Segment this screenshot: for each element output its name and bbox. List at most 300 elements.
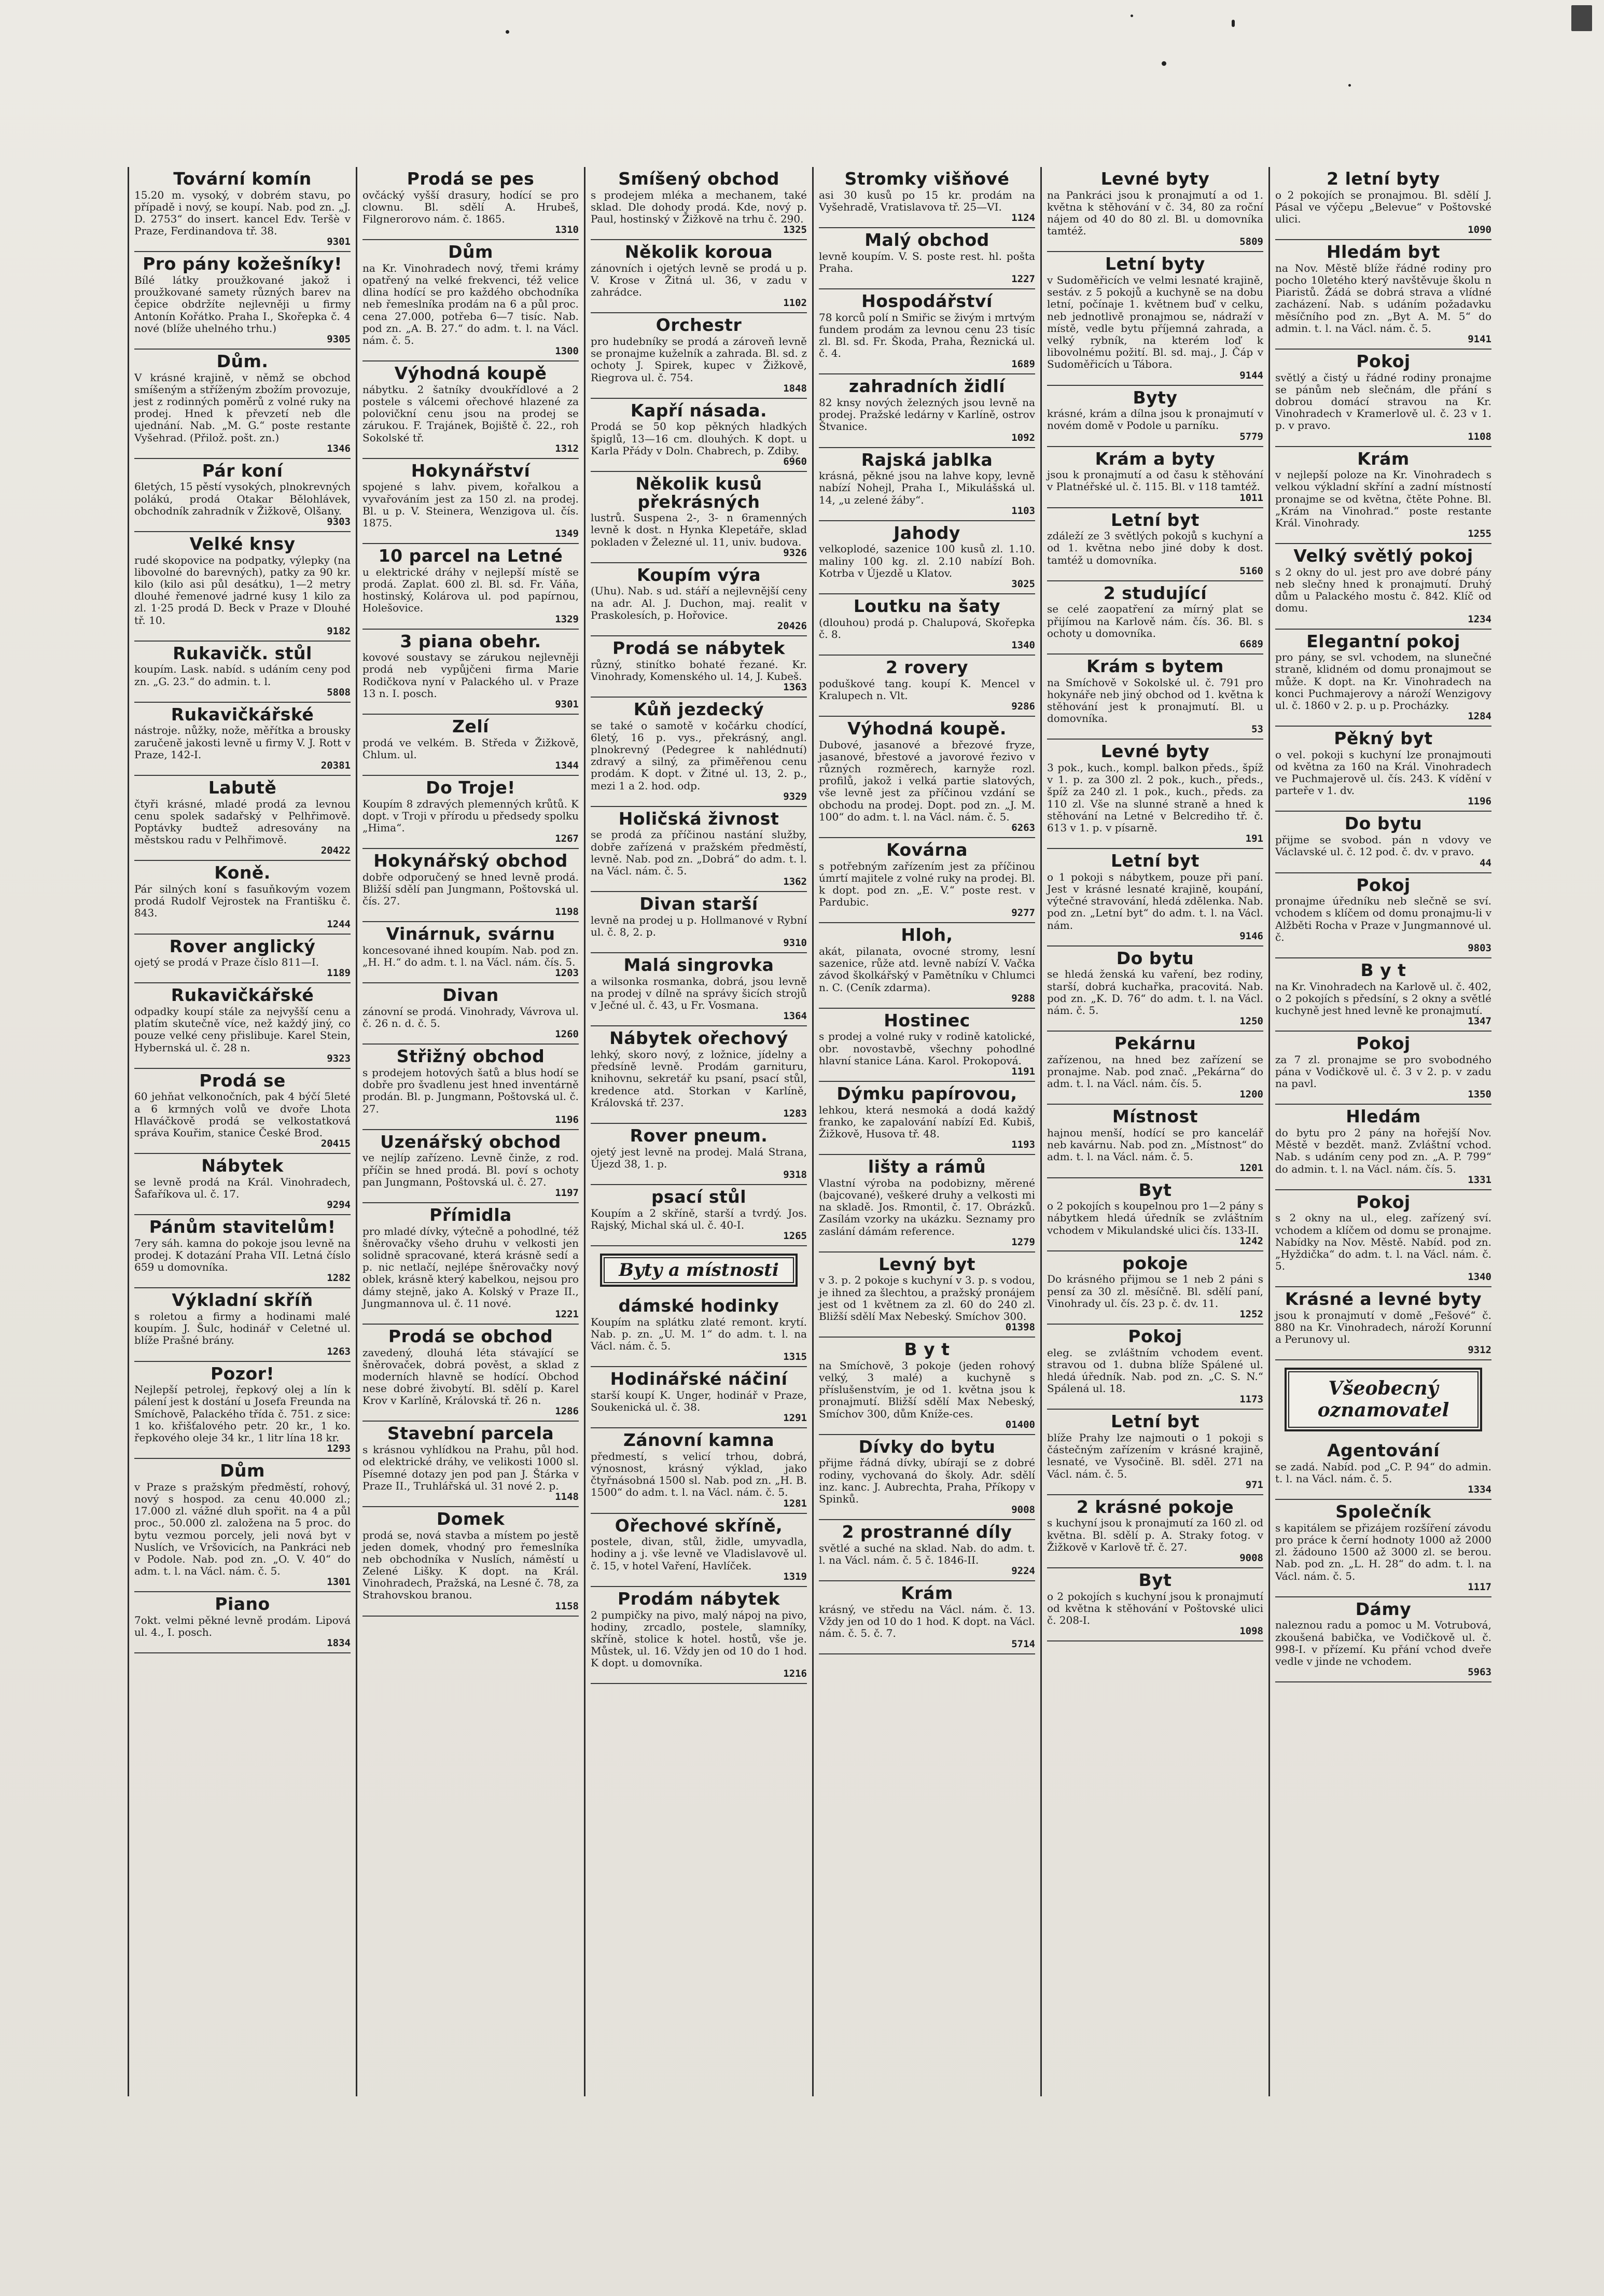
ad-title: Dům. — [216, 351, 269, 371]
ad-body: krásné, krám a dílna jsou k pronajmutí v novém domě v Podole u parníku. — [1047, 407, 1263, 432]
classified-ad — [591, 472, 807, 563]
ad-body: jsou k pronajmutí a od času k stěhování v Platnéřské ul. č. 115. Bl. v 118 tamtéž. — [1047, 468, 1263, 493]
classified-ad — [134, 1215, 351, 1288]
ad-number: 20415 — [320, 1138, 351, 1150]
ad-number: 1148 — [555, 1491, 579, 1502]
classified-ad — [819, 167, 1035, 228]
classified-ad — [1275, 873, 1491, 958]
ad-title: Rover pneum. — [630, 1125, 768, 1146]
ad-body: rudé skopovice na podpatky, výlepky (na libovolné do barevných), patky za 90 kr. kilo (kilo asi půl desátku), 1—2 metry dlouhé řemenové jadrné kusy 1 kilo za zl. 1·25 prodá D. Beck v Praze v Dlouhé tř. 10. — [134, 553, 351, 627]
ad-number: 9144 — [1239, 369, 1263, 381]
ad-body: s prodej a volné ruky v rodině katolické, obr. novostavbě, všechny pohodlné hlavní stanice Lána. Karol. Prokopová. — [819, 1030, 1035, 1067]
ad-body: zdáleží ze 3 světlých pokojů s kuchyní a od 1. května nebo jiné doby k dost. tamtéž u domovníka. — [1047, 530, 1263, 566]
ad-body: 60 jehňat velkonočních, pak 4 býčí 5leté a 6 krmných volů ve dvoře Lhota Hlaváčkově prodá se velkostatková správa Kouřim, stanice České Brod. — [134, 1090, 351, 1139]
ad-body: naleznou radu a pomoc u M. Votrubová, zkoušená babička, ve Vodičkově ul. č. 998-I. v přízemí. Ku přání vchod dveře vedle v jinde ne vchodem. — [1275, 1619, 1491, 1668]
ad-body: o 1 pokoji s nábytkem, pouze při paní. Jest v krásné lesnaté krajině, koupání, výtečné stravování, hledá zdělenka. Nab. pod zn. „Letní byt“ do adm. t. l. na Václ. nám. — [1047, 870, 1263, 931]
classified-ad — [1275, 630, 1491, 727]
ad-number: 1848 — [783, 382, 807, 394]
classified-ad — [819, 1253, 1035, 1338]
ad-body: o 2 pokojích s koupelnou pro 1—2 pány s nábytkem hledá úředník se zvláštním vchodem v Mikulandské ulici čís. 133-II. — [1047, 1200, 1263, 1236]
ad-number: 1363 — [783, 681, 807, 693]
ad-title: Letní byt — [1111, 851, 1199, 871]
ad-body: světlý a čistý u řádné rodiny pronajme se pánům neb slečnám, dle přání s dobrou domácí stravou na Kr. Vinohradech v Kramerlově ul. č. 23 v 1. p. v pravo. — [1275, 371, 1491, 432]
ad-title: Pánům stavitelům! — [149, 1217, 336, 1237]
ad-title: Hloh, — [901, 925, 953, 945]
ad-title: Elegantní pokoj — [1306, 631, 1460, 651]
ad-body: se celé zaopatření za mírný plat se přijímou na Karlově nám. čís. 36. Bl. s ochoty u domovníka. — [1047, 603, 1263, 639]
ad-number: 5808 — [327, 686, 351, 698]
ad-number: 1689 — [1011, 358, 1035, 370]
classified-ad — [362, 1045, 579, 1130]
classified-ad — [591, 636, 807, 698]
classified-ad — [819, 1155, 1035, 1253]
ad-title: Výhodná koupě — [394, 363, 547, 384]
classified-ad — [362, 922, 579, 983]
ad-number: 1221 — [555, 1308, 579, 1320]
ad-title: Pokoj — [1356, 351, 1411, 371]
classified-ad — [819, 1009, 1035, 1082]
classified-ad — [362, 1325, 579, 1422]
ad-number: 971 — [1245, 1479, 1263, 1491]
ad-body: lehký, skoro nový, z ložnice, jídelny a předsíně levně. Prodám garnituru, knihovnu, sekretář ku psaní, psací stůl, kredence atd. Storkan v Karlíně, Královská tř. 237. — [591, 1048, 807, 1109]
ad-number: 1315 — [783, 1351, 807, 1363]
ad-title: Pár koní — [202, 460, 283, 481]
ad-body: s prodejem mléka a mechanem, také sklad. Dle dohody prodá. Kde, nový p. Paul, hostinský v Žižkově na trhu č. 290. — [591, 188, 807, 226]
ad-number: 1349 — [555, 528, 579, 540]
classified-ad — [1047, 655, 1263, 740]
ad-body: s kapitálem se přizájem rozšíření závodu pro práce k černí hodnoty 1000 až 2000 zl. žádouno 1500 až 3000 zl. se berou. Nab. pod zn. „L. H. 28“ do adm. t. l. na Václ. nám. č. 5. — [1275, 1521, 1491, 1582]
classified-ad — [134, 703, 351, 776]
ad-number: 1193 — [1011, 1139, 1035, 1151]
ad-body: se prodá za příčinou nastání služby, dobře zařízená v pražském předměstí, levně. Nab. pod zn. „Dobrá“ do adm. t. l. na Václ. nám. č. 5. — [591, 828, 807, 878]
ad-title: Hospodářství — [861, 291, 993, 312]
ad-number: 1117 — [1468, 1581, 1491, 1593]
ad-number: 1092 — [1011, 432, 1035, 443]
classified-ad — [134, 983, 351, 1068]
ad-title: Výhodná koupě. — [847, 718, 1007, 739]
classified-ad — [1047, 1325, 1263, 1410]
ad-number: 1362 — [783, 876, 807, 888]
ad-number: 1284 — [1468, 711, 1491, 722]
ad-title: Piano — [215, 1594, 270, 1615]
ad-number: 9182 — [327, 625, 351, 637]
ad-number: 1255 — [1468, 528, 1491, 540]
ad-title: Pozor! — [210, 1363, 275, 1384]
classified-ad — [362, 459, 579, 544]
column-3 — [584, 167, 812, 2096]
ad-title: Do bytu — [1344, 813, 1422, 834]
ad-title: Krám — [901, 1583, 953, 1604]
ad-number: 1108 — [1468, 430, 1491, 442]
classified-ad — [819, 594, 1035, 656]
ad-body: 78 korců polí n Smiřic se živým i mrtvým fundem prodám za levnou cenu 23 tisíc zl. Bl. sd. Fr. Škoda, Praha, Řeznická ul. č. 4. — [819, 311, 1035, 360]
classified-ad — [591, 1367, 807, 1428]
ad-number: 53 — [1251, 723, 1263, 735]
ad-title: Hokynářství — [411, 460, 531, 481]
ad-body: eleg. se zvláštním vchodem event. stravou od 1. dubna blíže Spálené ul. hledá úředník. Nab. pod zn. „C. S. N.“ Spálená ul. 18. — [1047, 1346, 1263, 1395]
ad-title: Rukavičkářské — [171, 985, 314, 1006]
ad-title: Rover anglický — [169, 936, 316, 956]
classified-ad — [1275, 350, 1491, 447]
ink-spot — [1571, 5, 1592, 31]
classified-ad — [591, 1026, 807, 1124]
classified-ad — [134, 532, 351, 642]
ad-title: Nábytek ořechový — [609, 1028, 788, 1049]
ad-number: 1124 — [1011, 212, 1035, 224]
classified-ad — [819, 1581, 1035, 1654]
ad-number: 9329 — [783, 790, 807, 802]
classified-ad — [1275, 958, 1491, 1032]
ad-title: psací stůl — [651, 1187, 747, 1207]
ad-number: 191 — [1245, 833, 1263, 845]
ad-body: asi 30 kusů po 15 kr. prodám na Vyšehradě, Vratislavova tř. 25—VI. — [819, 188, 1035, 213]
ad-number: 6689 — [1239, 638, 1263, 650]
ad-body: odpadky koupí stále za nejvyšší cenu a platím skutečně více, než každý jiný, co pouze velké ceny přislibuje. Karel Stein, Hybernská ul. č. 28 n. — [134, 1005, 351, 1054]
ad-number: 1312 — [555, 442, 579, 454]
classified-ad — [1275, 1439, 1491, 1500]
ad-title: 2 prostranné díly — [842, 1522, 1012, 1542]
ad-body: Koupím a 2 skříně, starší a tvrdý. Jos. Rajský, Michal ská ul. č. 40-I. — [591, 1206, 807, 1231]
classified-ad — [819, 374, 1035, 448]
column-6 — [1268, 167, 1497, 2096]
ad-body: pro mladé dívky, výtečně a pohodlné, též šněrovačky všeho druhu v velkosti jen solidně spracované, která krásně sedí a p. nic netlačí, nejlépe šněrovačky nový oblek, krásně který kabelkou, nejsou pro dámy stejně, jako A. Kolský v Praze II., Jungmannova ul. č. 11 nové. — [362, 1224, 579, 1310]
ad-number: 9288 — [1011, 992, 1035, 1004]
ad-number: 1340 — [1468, 1271, 1491, 1283]
ad-body: nábytku. 2 šatníky dvoukřídlové a 2 postele s válcemi ořechové hlazené za polovičkní cenu jsou na prodej se zárukou. F. Trajánek, Bojiště č. 22., roh Sokolské tř. — [362, 383, 579, 444]
ad-body: koupím. Lask. nabíd. s udáním ceny pod zn. „G. 23.“ do admin. t. l. — [134, 663, 351, 688]
ad-number: 1216 — [783, 1668, 807, 1680]
classified-ad — [591, 167, 807, 240]
ad-title: Koupím výra — [636, 564, 761, 585]
ad-number: 1834 — [327, 1637, 351, 1649]
ad-number: 1291 — [783, 1412, 807, 1424]
ad-body: Nejlepší petrolej, řepkový olej a lín k pálení jest k dostání u Josefa Freunda na Smíchově, Palackého třída č. 751. z sice: 1 ko. křišťalového petr. 20 kr., 1 ko. řepkového oleje 34 kr., 1 litr lína 18 kr. — [134, 1383, 351, 1444]
classified-ad — [134, 1154, 351, 1215]
ad-body: (Uhu). Nab. s ud. stáří a nejlevnější ceny na adr. Al. J. Duchon, maj. realit v Praskolesích, p. Hořovice. — [591, 585, 807, 621]
ad-title: Pokoj — [1128, 1326, 1182, 1346]
ad-title: Dům — [448, 242, 493, 262]
ad-number: 1198 — [555, 906, 579, 918]
ad-number: 9286 — [1011, 701, 1035, 713]
ad-title: B y t — [904, 1339, 950, 1360]
ad-body: pro pány, se svl. vchodem, na slunečné straně, klidném od domu pronajmout se může. K dopt. na Kr. Vinohradech na konci Puchmajerovy a nároží Wenzigovy ul. č. 1860 v 2. p. u p. Procházky. — [1275, 651, 1491, 712]
ad-title: Vinárnuk, svárnu — [386, 924, 555, 944]
ad-number: 9305 — [327, 333, 351, 345]
ad-number: 44 — [1480, 857, 1491, 869]
classified-ad — [362, 1203, 579, 1325]
classified-ad — [362, 849, 579, 922]
ad-body: levně koupím. V. S. poste rest. hl. pošta Praha. — [819, 249, 1035, 274]
ad-body: lehkou, která nesmoká a dodá každý franko, ke zapalování nabízí Ed. Kubiš, Žižkově, Husova tř. 48. — [819, 1103, 1035, 1140]
ad-title: 2 krásné pokoje — [1076, 1496, 1234, 1517]
ad-title: Letní byt — [1111, 1411, 1199, 1432]
ad-body: různý, stinítko bohaté řezané. Kr. Vinohrady, Komenského ul. 14, J. Kubeš. — [591, 658, 807, 683]
ad-body: blíže Prahy lze najmouti o 1 pokoji s částečným zařízením v krásné krajině, lesnaté, ve Vysočině. Bl. sděl. 271 na Václ. nám. č. 5. — [1047, 1431, 1263, 1480]
ad-number: 1331 — [1468, 1174, 1491, 1186]
classified-ad — [591, 698, 807, 807]
ad-number: 1310 — [555, 224, 579, 236]
classified-ad — [362, 983, 579, 1045]
ad-title: Byt — [1138, 1179, 1172, 1200]
ad-title: Pekárnu — [1114, 1033, 1196, 1054]
classified-ad — [1047, 1410, 1263, 1495]
classified-ad — [1275, 1597, 1491, 1682]
section-banner-oznamovatel: Všeobecný oznamovatel — [1285, 1368, 1482, 1431]
ad-number: 3025 — [1011, 578, 1035, 590]
ad-number: 1265 — [783, 1230, 807, 1242]
ad-body: Do krásného přijmou se 1 neb 2 páni s pensí za 30 zl. měsíčně. Bl. sdělí paní, Vinohrady ul. čís. 23 p. č. dv. 11. — [1047, 1273, 1263, 1310]
classified-ad — [1047, 849, 1263, 947]
ad-number: 1011 — [1239, 492, 1263, 504]
ad-title: pokoje — [1122, 1253, 1188, 1273]
ad-body: 7okt. velmi pěkné levně prodám. Lipová ul. 4., I. posch. — [134, 1613, 351, 1639]
ad-body: Prodá se 50 kop pěkných hladkých špiglů, 13—16 cm. dlouhých. K dopt. u Karla Přády v Doln. Chabrech, p. Zdiby. — [591, 420, 807, 457]
ad-number: 1282 — [327, 1272, 351, 1284]
ad-number: 1286 — [555, 1406, 579, 1417]
ad-number: 1189 — [327, 967, 351, 979]
ad-title: Do Troje! — [426, 777, 515, 798]
classified-ad — [1047, 1105, 1263, 1178]
ad-body: čtyři krásné, mladé prodá za levnou cenu spolek sadařský v Pelhřimově. Poptávky budtež adresovány na městskou radu v Pelhřimově. — [134, 797, 351, 846]
classified-ad — [1275, 544, 1491, 629]
classified-ad — [591, 399, 807, 472]
ad-body: zařízenou, na hned bez zařízení se pronajme. Nab. pod znač. „Pekárna“ do adm. t. l. na Václ. nám. čís. 5. — [1047, 1053, 1263, 1090]
classified-ad — [1047, 1495, 1263, 1568]
ad-number: 1301 — [327, 1576, 351, 1588]
ad-number: 9312 — [1468, 1344, 1491, 1356]
ad-body: Dubové, jasanové a březové fryze, jasanové, břestové a javorové řezivo v různých rozměrech, karnyže rozl. profilů, jakož i velká partie slatových, vše levně jest za příčinou vzdání se obchodu na prodej. Dopt. pod zn. „J. M. 100“ do adm. t. l. na Václ. nám. č. 5. — [819, 738, 1035, 823]
ad-body: přijme řádná dívky, ubírají se z dobré rodiny, vychovaná do školy. Adr. sdělí inz. kanc. J. Aubrechta, Praha, Příkopy v Spinků. — [819, 1456, 1035, 1505]
ad-number: 5779 — [1239, 430, 1263, 442]
ad-title: Přímidla — [429, 1204, 512, 1225]
ink-spot — [1348, 84, 1351, 87]
ad-number: 1191 — [1011, 1066, 1035, 1077]
classified-ad — [819, 228, 1035, 289]
classified-ad — [134, 935, 351, 984]
ad-body: pro hudebníky se prodá a zároveň levně se pronajme kuželník a zahrada. Bl. sd. z ochoty J. Spirek, kupec v Žižkově, Riegrova ul. č. 754. — [591, 335, 807, 384]
ad-body: Bílé látky proužkované jakož i proužkované samety různých barev na čepice obdržíte nejlevněji u firmy Antonín Kořátko. Praha I., Skořepka č. 4 nové (blíže uhelného trhu.) — [134, 274, 351, 335]
ad-number: 1173 — [1239, 1394, 1263, 1406]
ad-title: Malý obchod — [864, 230, 989, 251]
column-5 — [1040, 167, 1268, 2096]
ad-number: 5809 — [1239, 236, 1263, 248]
ad-number: 9008 — [1239, 1552, 1263, 1564]
ad-title: Dámy — [1355, 1598, 1412, 1619]
ad-title: Velké knsy — [189, 533, 296, 554]
ad-body: o 2 pokojích s kuchyní jsou k pronajmutí od května k stěhování v Poštovské ulici č. 208-I. — [1047, 1590, 1263, 1626]
classified-ad — [134, 252, 351, 350]
ad-title: Dům — [220, 1460, 265, 1481]
ad-body: levně na prodej u p. Hollmanové v Rybní ul. č. 8, 2. p. — [591, 913, 807, 939]
classified-ad — [134, 1362, 351, 1459]
ad-number: 1244 — [327, 918, 351, 930]
ad-number: 1263 — [327, 1345, 351, 1357]
ad-body: prodá se, nová stavba a místem po jestě jeden domek, vhodný pro řemeslníka neb obchodníka v Nuslích, náměstí u Zelené Lišky. K dopt. na Král. Vinohradech, Pražská, na Lesné č. 78, za Strahovskou branou. — [362, 1528, 579, 1602]
ad-number: 1098 — [1239, 1625, 1263, 1637]
ad-body: (dlouhou) prodá p. Chalupová, Skořepka č. 8. — [819, 616, 1035, 641]
ad-title: zahradních židlí — [848, 376, 1006, 397]
ad-title: Malá singrovka — [623, 955, 774, 976]
classified-ad — [1047, 1568, 1263, 1641]
ad-body: se hledá ženská ku vaření, bez rodiny, starší, dobrá kuchařka, pracovitá. Nab. pod zn. „K. D. 76“ do adm. t. l. na Václ. nám. č. 5. — [1047, 968, 1263, 1017]
classified-ad — [819, 521, 1035, 594]
classified-ad — [819, 923, 1035, 1008]
ad-number: 9294 — [327, 1199, 351, 1211]
ad-body: kovové soustavy se zárukou nejlevněji prodá neb vypůjčeni firma Marie Rodičkova nyní v Palackého ul. v Praze 13 n. I. posch. — [362, 651, 579, 700]
ad-body: v 3. p. 2 pokoje s kuchyní v 3. p. s vodou, je ihned za šlechtou, a pražský pronájem jest od 1 květnem za zl. 60 do 240 zl. Bližší sdělí Max Nebeský. Smíchov 300. — [819, 1274, 1035, 1323]
ad-number: 9803 — [1468, 942, 1491, 954]
ad-number: 1196 — [555, 1114, 579, 1125]
ad-number: 1200 — [1239, 1089, 1263, 1101]
classified-ad — [1275, 812, 1491, 873]
classified-ad — [591, 313, 807, 398]
ad-title: Kůň jezdecký — [633, 699, 764, 720]
classified-ad — [1047, 386, 1263, 447]
ad-number: 9323 — [327, 1052, 351, 1064]
classified-ad — [591, 1124, 807, 1185]
ad-body: v Praze s pražským předměstí, rohový, nový s hospod. za cenu 40.000 zl.; 17.000 zl. vážné dluh spořit. na 4 a půl proc., 50.000 zl. založena na 5 proc. do bytu vezmou porcely, jeli nová byt v Nuslích, ve Vršovicích, na Pankráci neb v Podole. Nab. pod zn. „O. V. 40“ do adm. t. l. na Václ. nám. č. 5. — [134, 1480, 351, 1578]
ad-title: 2 letní byty — [1327, 169, 1440, 189]
ad-body: jsou k pronajmutí v domě „Fešové“ č. 880 na Kr. Vinohradech, nároží Korunní a Perunovy ul. — [1275, 1309, 1491, 1346]
ad-number: 1281 — [783, 1497, 807, 1509]
ad-number: 9310 — [783, 937, 807, 949]
ad-number: 1201 — [1239, 1162, 1263, 1174]
classified-ad — [819, 1338, 1035, 1435]
ad-number: 9146 — [1239, 930, 1263, 942]
ad-title: Velký světlý pokoj — [1293, 546, 1473, 566]
ad-body: o vel. pokoji s kuchyní lze pronajmouti od května za 160 na Král. Vinohradech ve Puchmajerově ul. čís. 243. K vídění v parteře v 1. dv. — [1275, 748, 1491, 797]
ad-body: Koupím 8 zdravých plemenných krůtů. K dopt. v Troji v přírodu u předsedy spolku „Hima“. — [362, 797, 579, 834]
ad-number: 9141 — [1468, 333, 1491, 345]
ad-title: 2 rovery — [885, 657, 969, 678]
ad-body: starší koupí K. Unger, hodinář v Praze, Soukenická ul. č. 38. — [591, 1388, 807, 1414]
ad-title: Kovárna — [886, 840, 968, 860]
ad-body: akát, pilanata, ovocné stromy, lesní sazenice, růže atd. levně nabízí V. Vačka závod školkářský v Pamětníku v Chlumci n. C. (Ceník zdarma). — [819, 945, 1035, 994]
ink-spot — [506, 30, 509, 34]
ad-number: 1196 — [1468, 796, 1491, 808]
classified-ad — [819, 1082, 1035, 1155]
classified-ad — [134, 1592, 351, 1653]
classified-ad — [591, 563, 807, 636]
ad-body: Vlastní výroba na podobizny, měrené (bajcované), veškeré druhy a velkosti mi na skladě. Jos. Rmontil, č. 17. Obrázků. Zasílám vzorky na ukázku. Seznamy pro zaslání dámám reference. — [819, 1176, 1035, 1237]
ad-number: 9224 — [1011, 1565, 1035, 1577]
classified-ad — [134, 350, 351, 459]
ad-title: Letní byt — [1111, 509, 1199, 530]
column-1 — [128, 167, 356, 2096]
ad-number: 1158 — [555, 1600, 579, 1612]
ad-title: Společník — [1335, 1501, 1431, 1522]
ad-title: Krásné a levné byty — [1285, 1289, 1482, 1310]
ad-title: Jahody — [894, 522, 960, 543]
classified-ad — [362, 776, 579, 849]
ad-number: 1346 — [327, 442, 351, 454]
classified-ad — [1047, 508, 1263, 581]
ad-title: Stromky višňové — [844, 169, 1010, 189]
ad-number: 1350 — [1468, 1089, 1491, 1101]
classified-ad — [1275, 240, 1491, 350]
ad-number: 1090 — [1468, 224, 1491, 236]
ad-title: Loutku na šaty — [853, 596, 1001, 617]
classified-ad — [1047, 740, 1263, 849]
ad-body: 3 pok., kuch., kompl. balkon předs., špíž v 1. p. za 300 zl. 2 pok., kuch., předs., špíž za 240 zl. 1 pok., kuch., předs. za 110 zl. Vše na slunné straně a hned k stěhování na Letné v Belcrediho tř. č. 613 v 1. p. v písarně. — [1047, 761, 1263, 834]
ad-body: v nejlepší poloze na Kr. Vinohradech s velkou výkladní skříní a zadní místností pronajme se od května, čtěte Pohne. Bl. „Krám na Vinohrad.“ poste restante Král. Vinohrady. — [1275, 468, 1491, 529]
ad-body: 7ery sáh. kamna do pokoje jsou levně na prodej. K dotazání Praha VII. Letná číslo 659 u domovníka. — [134, 1236, 351, 1274]
ad-number: 1260 — [555, 1028, 579, 1040]
ad-title: Hostinec — [884, 1010, 970, 1031]
classified-ad — [134, 459, 351, 532]
classified-ad — [134, 1459, 351, 1592]
ad-body: pronajme úředníku neb slečně se sví. vchodem s klíčem od domu pronajmu-li v Alžběti Rocha v Praze v Jungmannové ul. č. — [1275, 895, 1491, 943]
ad-title: Zelí — [452, 716, 489, 736]
ad-body: na Smíchově, 3 pokoje (jeden rohový velký, 3 malé) a kuchyně s příslušenstvím, je od 1. května jsou k pronajmutí. Bližší sdělí Max Nebeský, Smíchov 300, dům Kníže-ces. — [819, 1359, 1035, 1420]
ad-number: 5714 — [1011, 1638, 1035, 1650]
classified-ad — [819, 838, 1035, 923]
ad-body: s 2 okny do ul. jest pro ave dobré pány neb slečny hned k pronajmutí. Druhý dům u Palackého mostu č. 842. Klíč od domu. — [1275, 565, 1491, 615]
ad-body: Pár silných koní s fasuňkovým vozem prodá Rudolf Vejrostek na Františku č. 843. — [134, 882, 351, 920]
ad-number: 6960 — [783, 456, 807, 467]
ad-body: 82 knsy nových železných jsou levně na prodej. Pražské ledárny v Karlíně, ostrov Štvanice. — [819, 396, 1035, 433]
ad-body: s kuchyní jsou k pronajmutí za 160 zl. od května. Bl. sdělí p. A. Straky fotog. v Žižkově v Karlově tř. č. 27. — [1047, 1516, 1263, 1553]
classified-ad — [362, 167, 579, 240]
ad-body: a wilsonka rosmanka, dobrá, jsou levně na prodej v dílně na správy šicích strojů v Ječné ul. č. 43, u Fr. Vosmana. — [591, 975, 807, 1012]
ad-title: Byty — [1133, 387, 1178, 408]
ad-number: 1227 — [1011, 273, 1035, 285]
ad-title: Uzenářský obchod — [380, 1131, 561, 1152]
classified-ad — [1047, 1178, 1263, 1251]
ad-body: zavedený, dlouhá léta stávající se šněrovaček, dobrá pověst, a sklad z moderních hlavně se hodící. Obchod nese dobré živobytí. Bl. sdělí p. Karel Krov v Karlíně, Královská tř. 26 n. — [362, 1346, 579, 1407]
ad-body: lustrů. Suspena 2-, 3- n 6ramenných levně k dost. n Hynka Klepetáře, sklad pokladen v Železné ul. 11, univ. budova. — [591, 511, 807, 548]
ad-title: Dívky do bytu — [858, 1436, 996, 1457]
ad-title: Několik koroua — [624, 242, 773, 262]
classified-ad — [591, 1587, 807, 1685]
ad-title: Prodá se pes — [407, 169, 535, 189]
classified-ad — [591, 240, 807, 313]
classified-ad — [134, 861, 351, 934]
ad-body: koncesované ihned koupím. Nab. pod zn. „H. H.“ do adm. t. l. na Václ. nám. čís. 5. — [362, 943, 579, 969]
ad-number: 20422 — [320, 845, 351, 857]
ad-number: 1102 — [783, 297, 807, 309]
ad-title: Ořechové skříně, — [615, 1515, 783, 1536]
ad-title: Rukavičk. stůl — [173, 643, 312, 663]
ad-number: 1325 — [783, 224, 807, 236]
classified-ad — [362, 1130, 579, 1203]
ad-number: 1340 — [1011, 639, 1035, 651]
classified-ad — [1047, 1032, 1263, 1105]
classified-ad — [1275, 1287, 1491, 1360]
ad-title: Prodám nábytek — [618, 1588, 780, 1609]
classified-ad — [591, 892, 807, 953]
ad-number: 1267 — [555, 833, 579, 845]
classified-ad — [362, 240, 579, 361]
classified-ad — [134, 167, 351, 252]
ad-number: 1364 — [783, 1010, 807, 1022]
ad-title: Hokynářský obchod — [373, 851, 568, 871]
ad-title: Divan starší — [639, 894, 758, 914]
ad-body: dobře odporučený se hned levně prodá. Bližší sdělí pan Jungmann, Poštovská ul. čís. 27. — [362, 870, 579, 908]
ad-title: Hledám — [1346, 1106, 1421, 1127]
ad-number: 1252 — [1239, 1308, 1263, 1320]
ad-title: Střižný obchod — [396, 1046, 545, 1067]
ad-body: spojené s lahv. pivem, kořalkou a vyvařováním jest za 150 zl. na prodej. Bl. u p. V. Steinera, Wenzigova ul. čís. 1875. — [362, 480, 579, 529]
ad-body: na Kr. Vinohradech na Karlově ul. č. 402, o 2 pokojích s předsíní, s 2 okny a světlé kuchyně jest hned levně ke pronajmutí. — [1275, 980, 1491, 1017]
classified-ad — [1047, 581, 1263, 655]
ad-number: 1103 — [1011, 505, 1035, 517]
ad-number: 9277 — [1011, 907, 1035, 919]
ad-title: Divan — [442, 985, 499, 1006]
ad-title: Tovární komín — [173, 169, 312, 189]
ad-body: v Sudoměřicích ve velmi lesnaté krajině, sestáv. z 5 pokojů a kuchyně se na dobu letní, počínaje 1. květnem buď v celku, neb jednotlivě pronajmou se, nádraží v místě, vedle bytu příjemná zahrada, a velký rybník, na kterém loď k libovolnému požití. Bl. sd. maj., J. Čáp v Sudoměřicích u Tábora. — [1047, 274, 1263, 371]
ad-title: Letní byty — [1105, 254, 1205, 274]
